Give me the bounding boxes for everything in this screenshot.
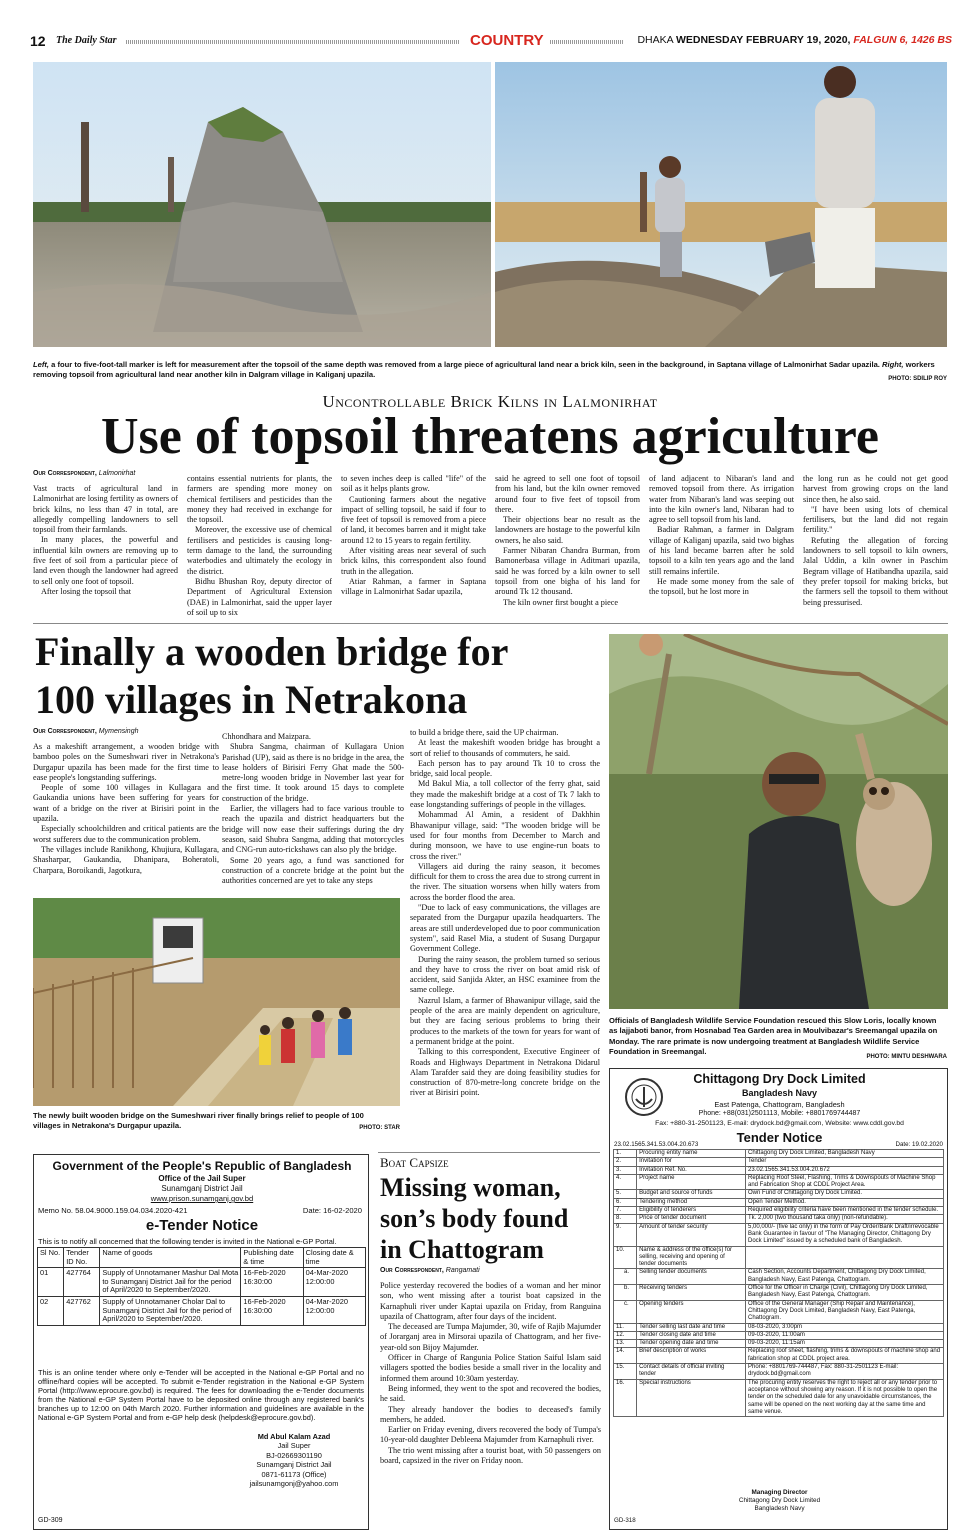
table-cell: Contact details of official inviting tender [637, 1364, 746, 1380]
table-cell: Office of the General Manager (Ship Repair and Maintenance), Chittagong Dry Dock Limited, Bangladesh Navy, East Patenga, Chattogram. [745, 1300, 943, 1323]
table-cell: 427764 [64, 1268, 100, 1297]
story1-col4: said he agreed to sell one foot of topsoil from his land, but the kiln owner removed around four to five feet of topsoil from there. Their objections bear no result as the landowners are hostage to the powerful kiln owners, he also said. Farmer Nibaran Chandra Burman, from Bamonerbasa village in Aditmari upazila, said he was forced by a kiln owner to sell topsoil from one bigha of his land for around Tk 12 thousand. The kiln owner first bought a piece [495, 474, 640, 607]
table-row [38, 1268, 366, 1297]
table-cell: Tk. 2,000 (two thousand taka only) (non-refundable). [745, 1215, 943, 1223]
table-cell: Invitation Ref. No. [637, 1166, 746, 1174]
jail-table [37, 1247, 366, 1326]
story2-byline: Our Correspondent, Mymensingh [33, 728, 139, 735]
table-cell: Opening tenders [637, 1300, 746, 1323]
dock-addr: East Patenga, Chattogram, Bangladesh [714, 1100, 845, 1109]
table-cell: Chittagong Dry Dock Limited, Bangladesh Navy [745, 1150, 943, 1158]
jail-notice-title: e-Tender Notice [145, 1217, 259, 1234]
table-cell: 15. [614, 1364, 637, 1380]
jail-title: Government of the People's Republic of Bangladesh [52, 1159, 352, 1173]
soil-marker-image [33, 62, 491, 347]
table-cell: Name & address of the office(s) for selling, receiving and opening of tender documents [637, 1246, 746, 1269]
table-cell: Cash Section, Accounts Department, Chittagong Dry Dock Limited, Bangladesh Navy, East Patenga, Chattogram. [745, 1269, 943, 1285]
table-cell: 16-Feb-2020 16:30:00 [241, 1268, 303, 1297]
table-cell: 1. [614, 1150, 637, 1158]
section-rule-right [550, 40, 624, 44]
table-cell: Required eligibility criteria have been mentioned in the tender schedule. [745, 1207, 943, 1215]
photo-slow-loris [609, 634, 948, 1009]
jail-table-header-cell: Closing date & time [303, 1248, 365, 1268]
story3-body: Police yesterday recovered the bodies of a woman and her minor son, who went missing after a tourist boat capsized in the Karnaphuli river under Kaptai upazila on Friday, from Ranguina upazila of Chattogram, after four days of the incident. The deceased are Tumpa Majumder, 30, wife of Rajib Majumder of Jorarganj area in Mirsorai upazila of Chattogram, and her five-year-old son Bijoy Majumder. Officer in Charge of Rangunia Police Station Saiful Islam said villagers spotted the bodies beside a small river in the locality and informed them around 10:30am yesterday. Being informed, they went to the spot and recovered the bodies, he said. They already handover the bodies to deceased's family members, he added. Earlier on Friday evening, divers recovered the body of Tumpa's 10-year-old daughter Debleena Majumder from Karnaphuli river. The trio went missing after a tourist boat, with 50 passengers on board, capsized in the river on Friday noon. [380, 1281, 601, 1466]
table-cell: Supply of Unnotamaner Mashur Dal Mota to Sunamganj District Jail for the period of April/2020 to September/2020. [100, 1268, 241, 1297]
table-row [614, 1158, 944, 1166]
story3-headline: Missing woman, son’s body found in Chattogram [380, 1173, 569, 1264]
dock-memo: 23.02.1565.341.53.004.20.673 [614, 1141, 699, 1148]
slow-loris-image [609, 634, 948, 1009]
table-cell: Receiving tenders [637, 1285, 746, 1301]
table-cell: Open Tender Method. [745, 1198, 943, 1206]
table-cell: Project name [637, 1174, 746, 1190]
section-label: COUNTRY [470, 32, 544, 49]
table-row [614, 1285, 944, 1301]
table-cell: Supply of Unnotamaner Cholar Dal to Sunamganj District Jail for the period of April/2020 to September/2020. [100, 1296, 241, 1325]
table-cell: 7. [614, 1207, 637, 1215]
story1-col1: Vast tracts of agricultural land in Lalmonirhat are losing fertility as owners of brick kilns, no less than 47 in total, are allegedly compelling landowners to sell topsoil from their farmlands. In many places, the powerful and influential kiln owners are removing up to five feet of soil from a particular piece of land even though the landowner had agreed to sell only one foot of topsoil. After losing the topsoil that [33, 484, 178, 596]
table-row [614, 1207, 944, 1215]
table-cell: Tender [745, 1158, 943, 1166]
table-cell: 02 [38, 1296, 64, 1325]
story2-col2: Chhondhara and Maizpara. Shubra Sangma, chairman of Kullagara Union Parishad (UP), said as there is no bridge in the area, the lease holders of Birisiri Ferry Ghat made the 500-metre-long wooden bridge in November last year for the first time. It took around 15 days to complete construction of the bridge. Earlier, the villagers had to face various trouble to reach the upazila and district headquarters but the bridge will now ease their sufferings during the dry season, said Shubra Sangma, adding that motorcycles and CNG-run auto-rickshaws can also ply the bridge. Some 20 years ago, a fund was sanctioned for construction of a concrete bridge at the point but the authorities concerned are yet to take any steps [222, 732, 404, 886]
table-row [614, 1215, 944, 1223]
table-row [614, 1174, 944, 1190]
story1-col6: the long run as he could not get good harvest from growing crops on the land since then, he also said. "I have been using lots of chemical fertilisers, but the land did not regain fertility." Refuting the allegation of forcing landowners to sell topsoil to kiln owners, Jalal Uddin, a kiln owner in Paschim Begram village of Hatibandha upazila, said they prefer topsoil for making bricks, but the farmers sell the topsoil to them without being pressurised. [803, 474, 948, 607]
table-cell: 09-03-2020, 11:15am [745, 1340, 943, 1348]
table-cell: 9. [614, 1223, 637, 1246]
table-cell: Procuring entity name [637, 1150, 746, 1158]
table-cell: 11. [614, 1323, 637, 1331]
table-cell: Tender opening date and time [637, 1340, 746, 1348]
story2-headline: Finally a wooden bridge for 100 villages in Netrakona [35, 629, 509, 722]
table-cell: 5,00,000/- (five lac only) in the form of Pay Order/Bank Draft/irrevocable Bank Guarantee in favour of "The Managing Director, Chittagong Dry Dock Limited" issued by a scheduled bank of Bangladesh. [745, 1223, 943, 1246]
jail-signature: Md Abul Kalam Azad Jail Super BJ-02669301190 Sunamganj District Jail 0871-61173 (Office) jailsunamgonj@yahoo.com [249, 1432, 339, 1489]
table-row [614, 1300, 944, 1323]
top-photo-caption: Left, a four to five-foot-tall marker is left for measurement after the topsoil of the same depth was removed from a large piece of agricultural land near a brick kiln, seen in the background, in Saptana village of Lalmonirhat Sadar upazila. Right, workers removing topsoil from agricultural land near another kiln in Dalgram village in Kaliganj upazila. [33, 360, 935, 379]
story1-col2: contains essential nutrients for plants, the farmers are spending more money on chemical fertilisers and pesticides than the money they had received in exchange for the topsoil. Moreover, the excessive use of chemical fertilisers and pesticides is causing long-term damage to the land, the surrounding waterbodies and ultimately the ecology in the district. Bidhu Bhushan Roy, deputy director of Department of Agricultural Extension (DAE) in Lalmonirhat, said the upper layer of soil up to six [187, 474, 332, 617]
story1-byline: Our Correspondent, Lalmonirhat [33, 470, 136, 477]
table-cell: 3. [614, 1166, 637, 1174]
jail-table-header-cell: Publishing date & time [241, 1248, 303, 1268]
table-cell: Replacing Roof Steel, Flashing, Trims & Downspouts of Machine Shop and Fabrication Shop at CDDL Project Area. [745, 1174, 943, 1190]
story2-col3: to build a bridge there, said the UP chairman. At least the makeshift wooden bridge has brought a sort of relief to thousands of commuters, he said. Each person has to pay around Tk 10 to cross the bridge, said local people. Md Bakul Mia, a toll collector of the ferry ghat, said they made the makeshift bridge at a cost of Tk 7 lakh to ease longstanding sufferings of people in the villages. Mohammad Al Amin, a resident of Dakhhin Bhawanipur village, said: "The wooden bridge will be used for four months from December to March and during monsoon, we have to use engine-run boats to cross the river." Villagers aid during the rainy season, it becomes difficult for them to cross the area due to strong current in the river. The situation worsens when hilly waters from across the border flood the area. "Due to lack of easy communications, the villages are separated from the Durgapur upazila headquarters. The areas are still underdeveloped due to poor communication system", said Rasel Mia, a student of Susang Durgapur Government College. During the rainy season, the problem turned so serious and they have to cross the river on boat amid risk of accident, said Sanjida Akter, an HSC examinee from the same college. Nazrul Islam, a farmer of Bhawanipur village, said the people of the area are mainly dependent on agriculture, but they are facing serious problems to bring their produces to the markets of the town for years for want of a permanent bridge at the point. Talking to this correspondent, Executive Engineer of Roads and Highways Department in Netrakona Didarul Alam Tarafder said they are doing feasibility studies for construction of 870-metre-long concrete bridge on the river at Birisiri point. [410, 728, 600, 1098]
jail-footer: This is an online tender where only e-Tender will be accepted in the National e-GP Portal and no offline/hard copies will be accepted. To submit e-Tender registration in the National e-GP System Portal (http://www.eprocure.gov.bd) is required. The fees for downloading the e-Tender documents from the National e-GP System Portal have to be deposited online through any registered bank's branches up to 12:00 on 04th March 2020. Further information and guidelines are available in the National e-GP System Portal and from e-GP help desk (helpdesk@eprocure.gov.bd). [38, 1368, 364, 1422]
table-cell: a. [614, 1269, 637, 1285]
table-cell: Selling tender documents [637, 1269, 746, 1285]
dock-date: Date: 19.02.2020 [895, 1141, 943, 1148]
table-cell: 4. [614, 1174, 637, 1190]
table-cell: Eligibility of tenderers [637, 1207, 746, 1215]
photo-workers-topsoil [495, 62, 947, 347]
jail-intro: This is to notify all concerned that the following tender is invited in the National e-GP Portal. [38, 1237, 337, 1246]
dock-notice-title: Tender Notice [736, 1130, 823, 1145]
table-cell: b. [614, 1285, 637, 1301]
table-row [614, 1348, 944, 1364]
jail-memo: Memo No. 58.04.9000.159.04.034.2020-421 [38, 1206, 188, 1215]
table-cell: 12. [614, 1331, 637, 1339]
dock-table [613, 1149, 944, 1417]
table-cell: 01 [38, 1268, 64, 1297]
section-rule-left [126, 40, 460, 44]
photo-soil-marker [33, 62, 491, 347]
photo-wooden-bridge [33, 898, 400, 1106]
bridge-photo-credit: PHOTO: STAR [359, 1125, 400, 1131]
table-row [614, 1190, 944, 1198]
table-row [614, 1166, 944, 1174]
table-row [614, 1150, 944, 1158]
table-cell: Brief description of works [637, 1348, 746, 1364]
jail-place: Sunamganj District Jail [161, 1184, 243, 1193]
table-cell: Tender selling last date and time [637, 1323, 746, 1331]
dock-signature: Managing Director Chittagong Dry Dock Limited Bangladesh Navy [738, 1489, 821, 1512]
masthead [30, 33, 952, 49]
jail-tender-table [37, 1247, 366, 1326]
table-cell: Replacing roof sheet, flashing, trims & downspouts of machine shop and fabrication shop at CDDL project area. [745, 1348, 943, 1364]
loris-caption: Officials of Bangladesh Wildlife Service Foundation rescued this Slow Loris, locally known as lajjaboti banor, from Hosnabad Tea Garden area in Moulvibazar's Sreemangal upazila on Monday. The rare primate is now undergoing treatment at Bangladesh Wildlife Service Foundation in Sreemangal. [609, 1016, 938, 1057]
wooden-bridge-image [33, 898, 400, 1106]
table-cell: 8. [614, 1215, 637, 1223]
paper-logo: The Daily Star [56, 35, 117, 46]
jail-date: Date: 16-02-2020 [302, 1206, 362, 1215]
divider-story1 [33, 623, 948, 624]
story1-col3: to seven inches deep is called "life" of the soil as it helps plants grow. Cautioning farmers about the negative impact of selling topsoil, he said if four to five feet of topsoil is removed from a piece of land, it becomes barren and it might take around 12 to 15 years to regain fertility. After visiting areas near several of such brick kilns, this correspondent also found truth in the allegation. Atiar Rahman, a farmer in Saptana village in Lalmonirhat Sadar upazila, [341, 474, 486, 597]
jail-table-header-cell: Tender ID No. [64, 1248, 100, 1268]
jail-code: GD-309 [38, 1517, 63, 1524]
dock-phone: Phone: +88(031)2501113, Mobile: +8801769744487 [698, 1110, 861, 1117]
table-cell: Invitation for [637, 1158, 746, 1166]
table-cell: 14. [614, 1348, 637, 1364]
dock-fax: Fax: +880-31-2501123, E-mail: drydock.bd@gmail.com, Website: www.cddl.gov.bd [655, 1120, 904, 1127]
table-cell: Phone: +8801769-744487, Fax: 880-31-2501123 E-mail: drydock.bd@gmail.com [745, 1364, 943, 1380]
jail-office: Office of the Jail Super [158, 1174, 246, 1183]
story2-col1: As a makeshift arrangement, a wooden bridge with bamboo poles on the Sumeshwari river in Netrakona's Durgapur upazila has been made for the first time to ease people's longstanding sufferings. People of some 100 villages in Kullagara and Gaukandia unions have been suffering for years for want of a bridge on the river at Birisiri point in the upazila. Especially schoolchildren and critical patients are the worst sufferers due to the communication problem. The villages include Ranikhong, Khujiura, Kullagara, Shasharpar, Gaukandia, Dhanipara, Boheratoli, Charpara, Boroikandi, Jagotkura, [33, 742, 219, 875]
jail-table-header-cell: Sl No. [38, 1248, 64, 1268]
story3-kicker: Boat Capsize [380, 1155, 449, 1170]
table-cell: 16-Feb-2020 16:30:00 [241, 1296, 303, 1325]
table-cell: 09-03-2020, 11:00am [745, 1331, 943, 1339]
dock-sub: Bangladesh Navy [741, 1088, 818, 1098]
table-cell: 23.02.1565.341.53.004.20.672 [745, 1166, 943, 1174]
table-cell: 16. [614, 1379, 637, 1416]
dock-title: Chittagong Dry Dock Limited [693, 1072, 866, 1086]
table-row [614, 1269, 944, 1285]
story1-headline: Use of topsoil threatens agriculture [101, 408, 879, 465]
bridge-photo-caption: The newly built wooden bridge on the Sumeshwari river finally brings relief to people of 100 villages in Netrakona's Durgapur upazila. [33, 1111, 364, 1130]
table-cell: Price of tender document [637, 1215, 746, 1223]
table-row [614, 1331, 944, 1339]
table-cell: 2. [614, 1158, 637, 1166]
top-photo-credit: PHOTO: SDILIP ROY [888, 376, 947, 382]
table-row [614, 1198, 944, 1206]
divider-story3 [378, 1152, 600, 1153]
table-cell: 6. [614, 1198, 637, 1206]
jail-table-header [38, 1248, 366, 1268]
table-cell: Tendering method [637, 1198, 746, 1206]
dock-tender-table [613, 1149, 944, 1417]
story1-col5: of land adjacent to Nibaran's land and removed topsoil from there. As irrigation water from Nibaran's land was seeping out into the kiln owner's land, Nibaran had to agree to sell topsoil from his land. Badiar Rahman, a farmer in Dalgram village of Kaliganj upazila, said two bighas of his land became barren after he sold topsoil to a kiln ten years ago and the land still remains infertile. He made some money from the sale of the topsoil, but he lost more in [649, 474, 794, 597]
story3-byline: Our Correspondent, Rangamati [380, 1267, 480, 1274]
table-cell: 04-Mar-2020 12:00:00 [303, 1296, 365, 1325]
ad-dry-dock [609, 1068, 948, 1530]
ad-jail-tender [33, 1154, 369, 1530]
dateline: DHAKA WEDNESDAY FEBRUARY 19, 2020, FALGUN 6, 1426 BS [637, 34, 952, 46]
dock-code: GD-318 [614, 1517, 636, 1524]
table-cell: 10. [614, 1246, 637, 1269]
table-row [614, 1246, 944, 1269]
table-cell: 5. [614, 1190, 637, 1198]
table-cell: 13. [614, 1340, 637, 1348]
table-cell: Budget and source of funds [637, 1190, 746, 1198]
table-cell: Tender closing date and time [637, 1331, 746, 1339]
loris-credit: PHOTO: MINTU DESHWARA [866, 1054, 947, 1060]
table-cell: The procuring entity reserves the right to reject all or any tender prior to acceptance without showing any reason. If it is not possible to open the tender on the scheduled date for any unavoidable circumstances, the same will be opened on the next working day at the same time and same venue. [745, 1379, 943, 1416]
table-cell: Own Fund of Chittagong Dry Dock Limited. [745, 1190, 943, 1198]
table-row [614, 1340, 944, 1348]
table-cell: Amount of tender security [637, 1223, 746, 1246]
table-cell: Office for the Officer in Charge (Civil), Chittagong Dry Dock Limited, Bangladesh Navy, East Patenga, Chattogram. [745, 1285, 943, 1301]
table-cell: 04-Mar-2020 12:00:00 [303, 1268, 365, 1297]
jail-table-header-cell: Name of goods [100, 1248, 241, 1268]
table-cell: 08-03-2020, 3:00pm [745, 1323, 943, 1331]
jail-web: www.prison.sunamganj.gov.bd [150, 1194, 254, 1203]
workers-topsoil-image [495, 62, 947, 347]
table-row [614, 1379, 944, 1416]
table-cell [745, 1246, 943, 1269]
table-row [38, 1296, 366, 1325]
table-row [614, 1364, 944, 1380]
table-cell: Special instructions [637, 1379, 746, 1416]
page-number: 12 [30, 33, 46, 49]
story1-kicker: Uncontrollable Brick Kilns in Lalmonirhat [322, 392, 658, 411]
table-row [614, 1223, 944, 1246]
table-cell: c. [614, 1300, 637, 1323]
table-cell: 427762 [64, 1296, 100, 1325]
table-row [614, 1323, 944, 1331]
